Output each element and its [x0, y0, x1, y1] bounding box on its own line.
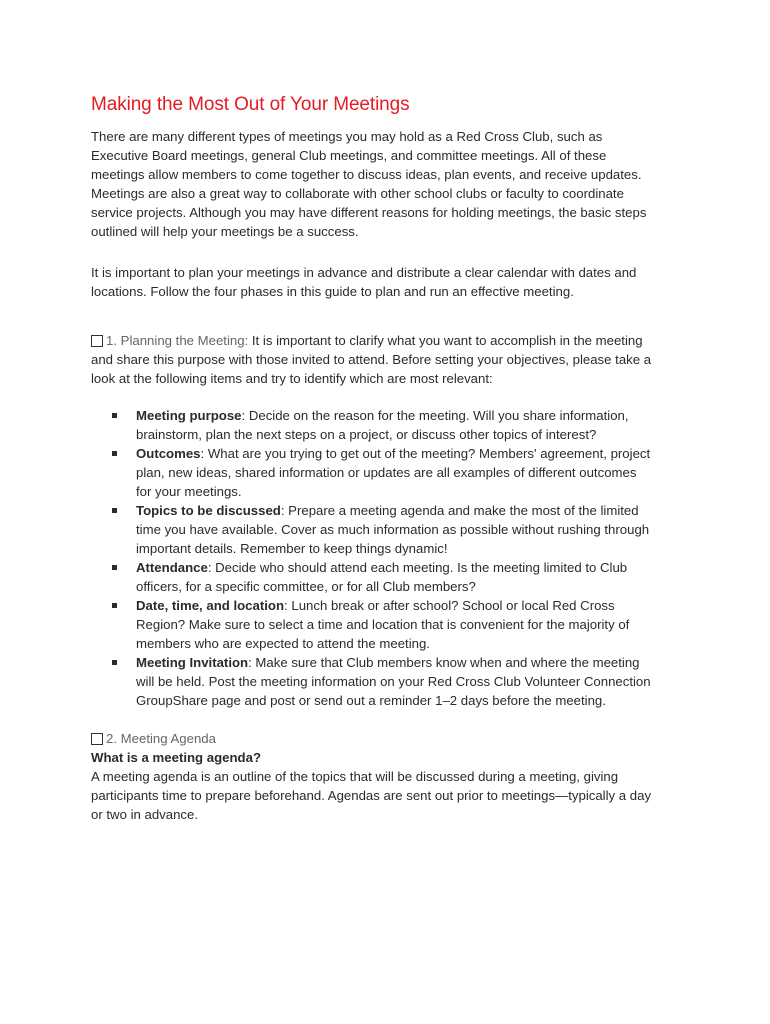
intro-line: meetings allow members to come together to discuss ideas, plan events, and receive updates.	[91, 167, 642, 182]
phase2-line: or two in advance.	[91, 807, 199, 822]
phase1-first-line-text: It is important to clarify what you want to accomplish in the meeting	[248, 333, 643, 348]
phase2-line: participants time to prepare beforehand. Agendas are sent out prior to meetings—typically a day	[91, 788, 652, 803]
bullet-text: Region? Make sure to select a time and location that is convenient for the majority of	[136, 617, 630, 632]
bullet-text: important details. Remember to keep things dynamic!	[136, 541, 448, 556]
bullet-text: : Decide on the reason for the meeting. Will you share information,	[241, 408, 629, 423]
bullet-text: for your meetings.	[136, 484, 242, 499]
bullet-text: brainstorm, plan the next steps on a project, or discuss other topics of interest?	[136, 427, 597, 442]
phase1-checkbox[interactable]	[91, 335, 103, 347]
intro-line: Meetings are also a great way to collaborate with other school clubs or faculty to coordinate	[91, 186, 624, 201]
bullet-text: : Lunch break or after school? School or local Red Cross	[284, 598, 615, 613]
square-bullet-icon	[112, 660, 117, 665]
intro-line: There are many different types of meetings you may hold as a Red Cross Club, such as	[91, 129, 603, 144]
list-item-topics	[112, 501, 712, 558]
list-item-date-time-location	[112, 596, 712, 653]
intro-line: outlined will help your meetings be a success.	[91, 224, 359, 239]
bullet-text: : Decide who should attend each meeting. Is the meeting limited to Club	[207, 560, 628, 575]
plan-line: locations. Follow the four phases in this guide to plan and run an effective meeting.	[91, 284, 574, 299]
list-item-attendance	[112, 558, 712, 596]
bullet-text: : What are you trying to get out of the meeting? Members' agreement, project	[200, 446, 651, 461]
plan-line: It is important to plan your meetings in advance and distribute a clear calendar with dates and	[91, 265, 637, 280]
intro-line: Executive Board meetings, general Club meetings, and committee meetings. All of these	[91, 148, 607, 163]
page-title: Making the Most Out of Your Meetings	[91, 94, 410, 115]
bullet-term: Outcomes	[136, 446, 201, 461]
bullet-text: GroupShare page and post or send out a reminder 1–2 days before the meeting.	[136, 693, 606, 708]
phase1-first-line	[91, 331, 691, 350]
phase1-line: look at the following items and try to identify which are most relevant:	[91, 371, 493, 386]
intro-line: service projects. Although you may have different reasons for holding meetings, the basic steps	[91, 205, 647, 220]
list-item-meeting-invitation	[112, 653, 712, 710]
square-bullet-icon	[112, 508, 117, 513]
bullet-text: : Prepare a meeting agenda and make the most of the limited	[280, 503, 639, 518]
list-item-outcomes	[112, 444, 712, 501]
bullet-text: will be held. Post the meeting information on your Red Cross Club Volunteer Connection	[136, 674, 651, 689]
square-bullet-icon	[112, 565, 117, 570]
plan-paragraph	[91, 263, 691, 301]
phase2-section	[91, 729, 691, 824]
bullet-term: Date, time, and location	[136, 598, 285, 613]
phase2-subhead: What is a meeting agenda?	[91, 750, 262, 765]
square-bullet-icon	[112, 603, 117, 608]
phase1-paragraph	[91, 331, 691, 388]
bullet-term: Topics to be discussed	[136, 503, 281, 518]
bullet-text: time you have available. Cover as much information as possible without rushing through	[136, 522, 650, 537]
bullet-term: Attendance	[136, 560, 208, 575]
phase2-title: 2. Meeting Agenda	[106, 731, 216, 746]
phase1-line: and share this purpose with those invited to attend. Before setting your objectives, please take a	[91, 352, 652, 367]
bullet-text: : Make sure that Club members know when and where the meeting	[248, 655, 640, 670]
bullet-term: Meeting Invitation	[136, 655, 249, 670]
bullet-text: plan, new ideas, shared information or updates are all examples of different outcomes	[136, 465, 637, 480]
phase2-title-line	[91, 729, 691, 748]
planning-items-list	[112, 406, 712, 710]
phase2-line: A meeting agenda is an outline of the topics that will be discussed during a meeting, giving	[91, 769, 619, 784]
bullet-text: members who are expected to attend the meeting.	[136, 636, 430, 651]
intro-paragraph	[91, 127, 691, 241]
bullet-term: Meeting purpose	[136, 408, 242, 423]
bullet-text: officers, for a specific committee, or for all Club members?	[136, 579, 476, 594]
square-bullet-icon	[112, 451, 117, 456]
phase1-title: 1. Planning the Meeting:	[106, 333, 249, 348]
list-item-meeting-purpose	[112, 406, 712, 444]
phase2-checkbox[interactable]	[91, 733, 103, 745]
square-bullet-icon	[112, 413, 117, 418]
